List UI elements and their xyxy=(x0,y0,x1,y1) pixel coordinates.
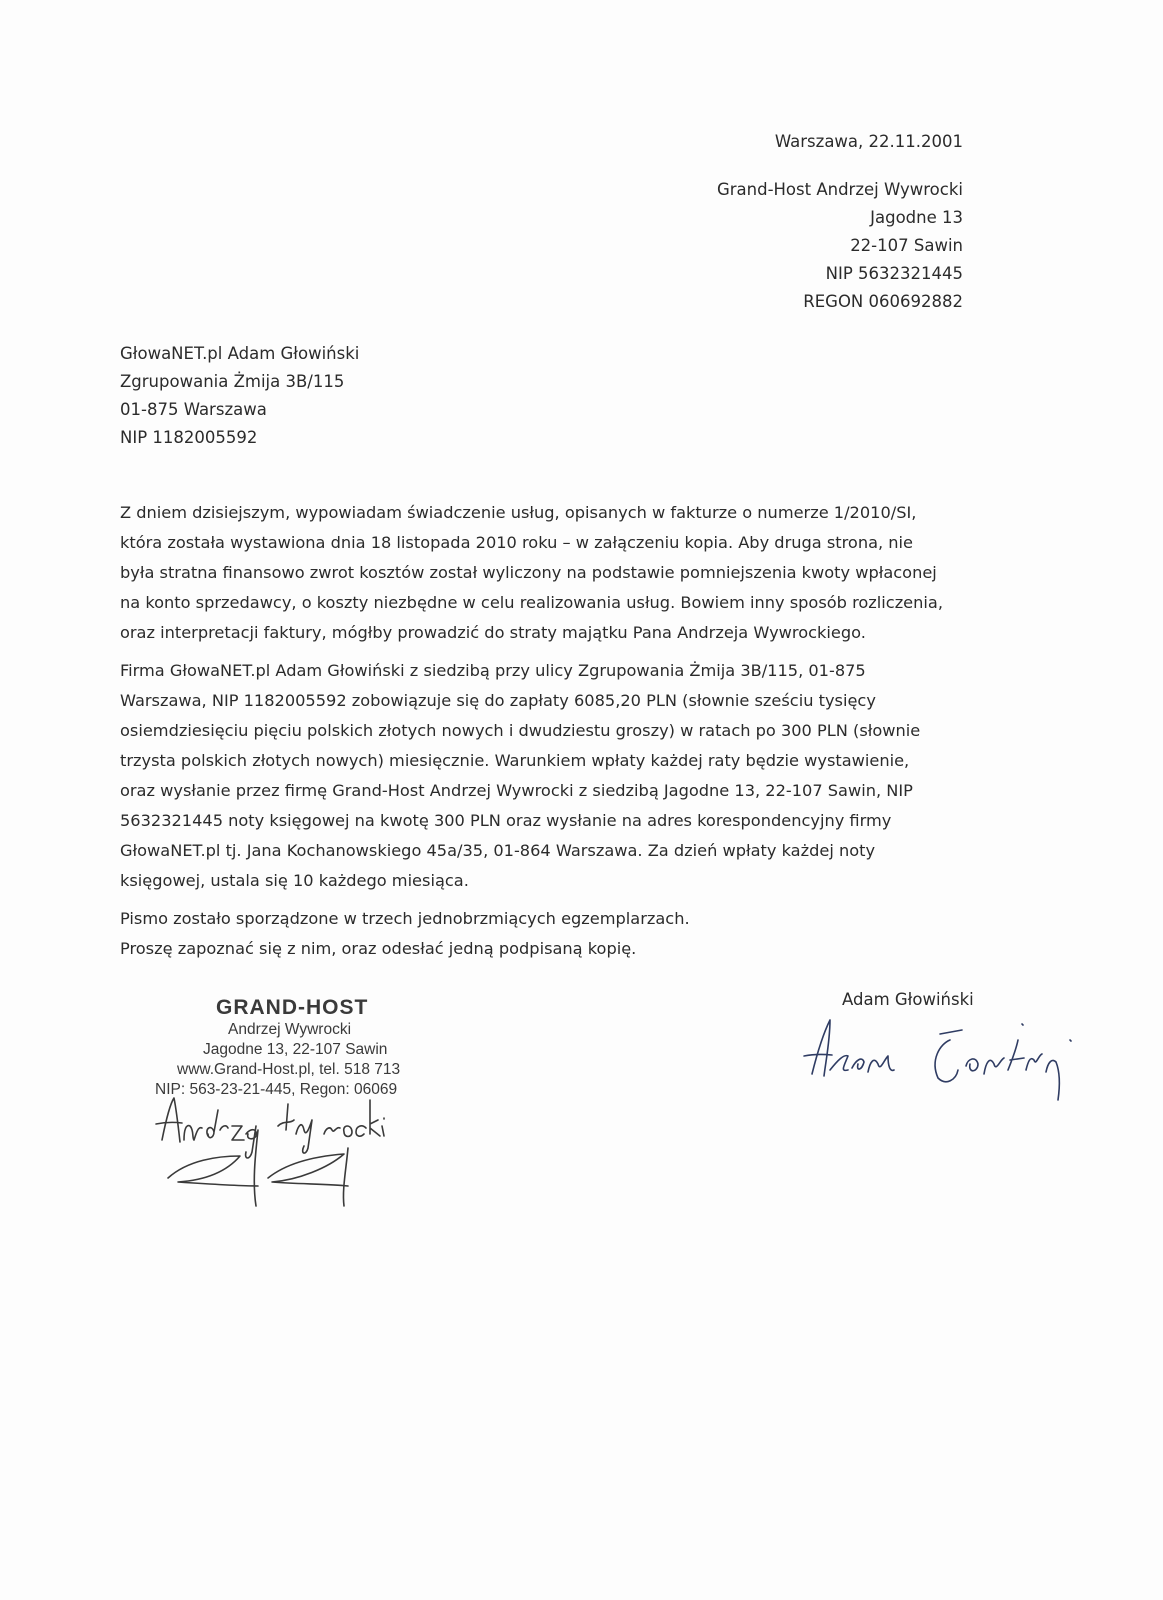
signature-left xyxy=(148,1090,448,1210)
text-line: oraz interpretacji faktury, mógłby prowadzić do straty majątku Pana Andrzeja Wywrockiego. xyxy=(120,623,866,642)
sender-name: Grand-Host Andrzej Wywrocki xyxy=(716,180,963,199)
text-line: Proszę zapoznać się z nim, oraz odesłać jedną podpisaną kopię. xyxy=(120,939,637,958)
text-line: Warszawa, NIP 1182005592 zobowiązuje się do zapłaty 6085,20 PLN (słownie sześciu tysięcy xyxy=(120,691,876,710)
sender-regon: REGON 060692882 xyxy=(803,292,963,311)
text-line: oraz wysłanie przez firmę Grand-Host Andrzej Wywrocki z siedzibą Jagodne 13, 22-107 Sawin, NIP xyxy=(120,781,913,800)
sender-street: Jagodne 13 xyxy=(870,208,963,227)
recipient-street: Zgrupowania Żmija 3B/115 xyxy=(120,372,345,391)
text-line: Z dniem dzisiejszym, wypowiadam świadczenie usług, opisanych w fakturze o numerze 1/2010/SI, xyxy=(120,503,917,522)
stamp-title: GRAND-HOST xyxy=(216,996,369,1019)
recipient-name: GłowaNET.pl Adam Głowiński xyxy=(120,344,360,363)
text-line: 5632321445 noty księgowej na kwotę 300 PLN oraz wysłanie na adres korespondencyjny firmy xyxy=(120,811,892,830)
signature-right xyxy=(790,1000,1090,1110)
text-line: była stratna finansowo zwrot kosztów został wyliczony na podstawie pomniejszenia kwoty wpłaconej xyxy=(120,563,937,582)
paragraph-payment-terms xyxy=(120,656,920,896)
paragraph-termination xyxy=(120,498,943,648)
text-line: osiemdziesięciu pięciu polskich złotych nowych i dwudziestu groszy) w ratach po 300 PLN (słownie xyxy=(120,721,921,740)
text-line: która została wystawiona dnia 18 listopada 2010 roku – w załączeniu kopia. Aby druga strona, nie xyxy=(120,533,914,552)
stamp-line-ids: NIP: 563-23-21-445, Regon: 06069 xyxy=(155,1081,398,1098)
stamp-line-contact: www.Grand-Host.pl, tel. 518 713 xyxy=(177,1061,401,1078)
text-line: GłowaNET.pl tj. Jana Kochanowskiego 45a/35, 01-864 Warszawa. Za dzień wpłaty każdej noty xyxy=(120,841,876,860)
stamp-line-owner: Andrzej Wywrocki xyxy=(228,1021,352,1038)
stamp-line-address: Jagodne 13, 22-107 Sawin xyxy=(203,1041,388,1058)
recipient-city: 01-875 Warszawa xyxy=(120,400,267,419)
signer-name: Adam Głowiński xyxy=(842,990,974,1009)
sender-nip: NIP 5632321445 xyxy=(825,264,963,283)
sender-city: 22-107 Sawin xyxy=(850,236,963,255)
recipient-address xyxy=(120,340,359,452)
text-line: Firma GłowaNET.pl Adam Głowiński z siedzibą przy ulicy Zgrupowania Żmija 3B/115, 01-875 xyxy=(120,661,866,680)
date-line: Warszawa, 22.11.2001 xyxy=(774,132,963,151)
text-line: trzysta polskich złotych nowych) miesięcznie. Warunkiem wpłaty każdej raty będzie wystawienie, xyxy=(120,751,910,770)
paragraph-closing xyxy=(120,904,690,964)
text-line: Pismo zostało sporządzone w trzech jednobrzmiących egzemplarzach. xyxy=(120,909,690,928)
text-line: na konto sprzedawcy, o koszty niezbędne w celu realizowania usług. Bowiem inny sposób rozliczenia, xyxy=(120,593,943,612)
text-line: księgowej, ustala się 10 każdego miesiąca. xyxy=(120,871,469,890)
sender-address xyxy=(717,176,963,316)
recipient-nip: NIP 1182005592 xyxy=(120,428,258,447)
